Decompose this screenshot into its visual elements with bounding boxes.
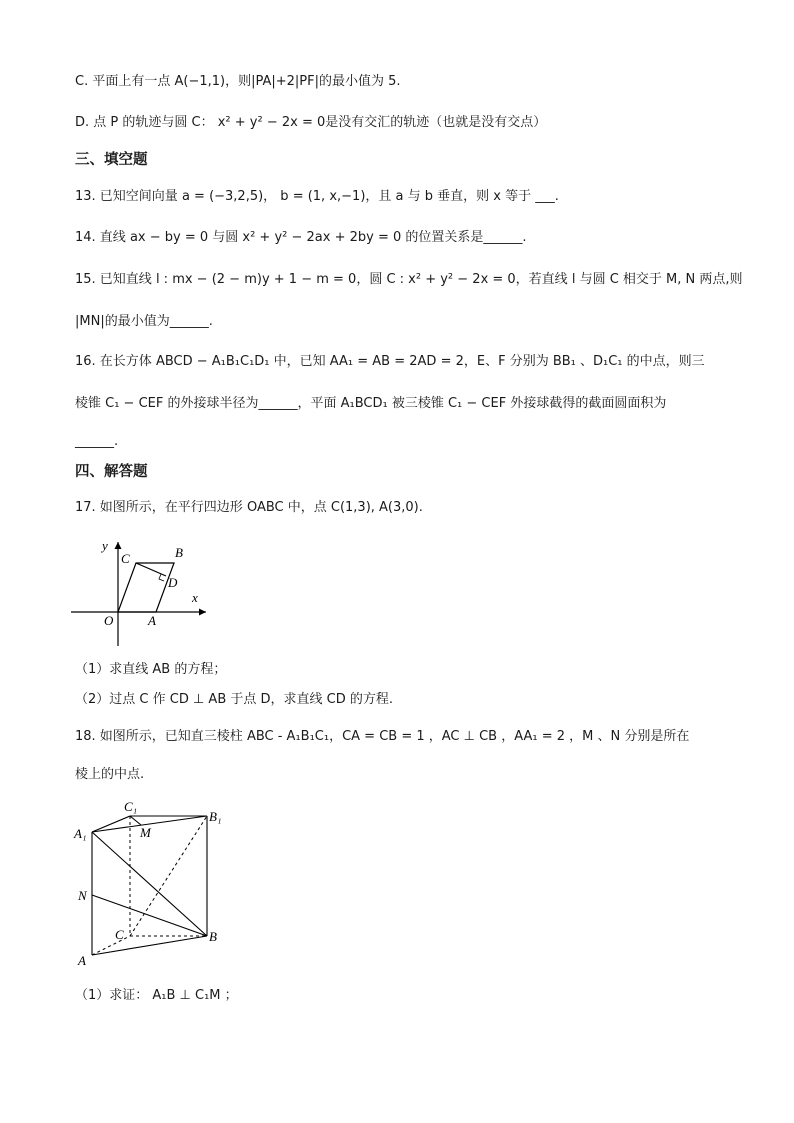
- q17-label-a: A: [148, 613, 156, 628]
- question-18-line-2: 棱上的中点.: [75, 767, 145, 782]
- question-17-part-1: （1）求直线 AB 的方程；: [75, 662, 227, 677]
- q18-label-c1: C₁: [124, 799, 138, 814]
- section-heading-solutions: 四、解答题: [75, 464, 148, 480]
- question-15-line-1: 15. 已知直线 l : mx − (2 − m)y + 1 − m = 0，圆 C : x² + y² − 2x = 0，若直线 l 与圆 C 相交于 M, N 两点,则: [75, 272, 743, 287]
- question-18-part-1: （1）求证： A₁B ⊥ C₁M ；: [75, 988, 238, 1003]
- q17-label-c: C: [121, 551, 130, 566]
- question-14: 14. 直线 ax − by = 0 与圆 x² + y² − 2ax + 2by = 0 的位置关系是______.: [75, 230, 527, 245]
- q18-label-c: C: [115, 927, 124, 942]
- option-c-text: 平面上有一点 A(−1,1)，则|PA|+2|PF|的最小值为 5.: [92, 74, 401, 89]
- q18-edge-a-b: [92, 936, 207, 955]
- q18-label-b1: B₁: [209, 809, 222, 824]
- section-heading-fill-in: 三、填空题: [75, 152, 148, 168]
- question-13: 13. 已知空间向量 a = (−3,2,5)， b = (1, x,−1)，且 a 与 b 垂直，则 x 等于 ___.: [75, 189, 559, 204]
- q17-parallelogram: [118, 563, 174, 612]
- q17-parallelogram-figure: [68, 536, 218, 652]
- option-c-label: C.: [75, 74, 89, 89]
- question-17-part-2: （2）过点 C 作 CD ⊥ AB 于点 D，求直线 CD 的方程.: [75, 692, 393, 707]
- option-c: [75, 72, 401, 92]
- q17-label-x: x: [192, 590, 198, 605]
- q17-label-y: y: [102, 538, 108, 553]
- q18-label-m: M: [140, 825, 151, 840]
- q18-segment-c1-m: [130, 816, 141, 825]
- question-15-line-2: |MN|的最小值为______.: [75, 314, 213, 329]
- option-d-label: D.: [75, 115, 90, 130]
- q18-prism-figure: [68, 795, 238, 975]
- q18-segment-n-b: [92, 895, 207, 936]
- q18-label-n: N: [78, 888, 87, 903]
- q17-label-b: B: [175, 545, 183, 560]
- q17-label-o: O: [104, 613, 114, 628]
- question-18-line-1: 18. 如图所示，已知直三棱柱 ABC - A₁B₁C₁，CA = CB = 1 ，AC ⊥ CB ，AA₁ = 2 ，M 、N 分别是所在: [75, 729, 690, 744]
- q18-label-a1: A₁: [74, 826, 87, 841]
- q17-segment-cd: [136, 563, 166, 576]
- q18-segment-a1-b: [92, 832, 207, 936]
- question-16-line-3: ______.: [75, 434, 119, 449]
- q17-label-d: D: [168, 575, 178, 590]
- option-d: [75, 113, 546, 133]
- q18-label-a: A: [78, 953, 86, 968]
- question-16-line-1: 16. 在长方体 ABCD − A₁B₁C₁D₁ 中，已知 AA₁ = AB = 2AD = 2，E、F 分别为 BB₁ 、D₁C₁ 的中点，则三: [75, 354, 705, 369]
- option-d-text: 点 P 的轨迹与圆 C： x² + y² − 2x = 0是没有交汇的轨迹（也就是没有交点）: [93, 115, 547, 130]
- question-17: 17. 如图所示，在平行四边形 OABC 中，点 C(1,3), A(3,0).: [75, 500, 423, 515]
- question-16-line-2: 棱锥 C₁ − CEF 的外接球半径为______，平面 A₁BCD₁ 被三棱锥 C₁ − CEF 外接球截得的截面圆面积为: [75, 396, 667, 411]
- q18-label-b: B: [209, 929, 217, 944]
